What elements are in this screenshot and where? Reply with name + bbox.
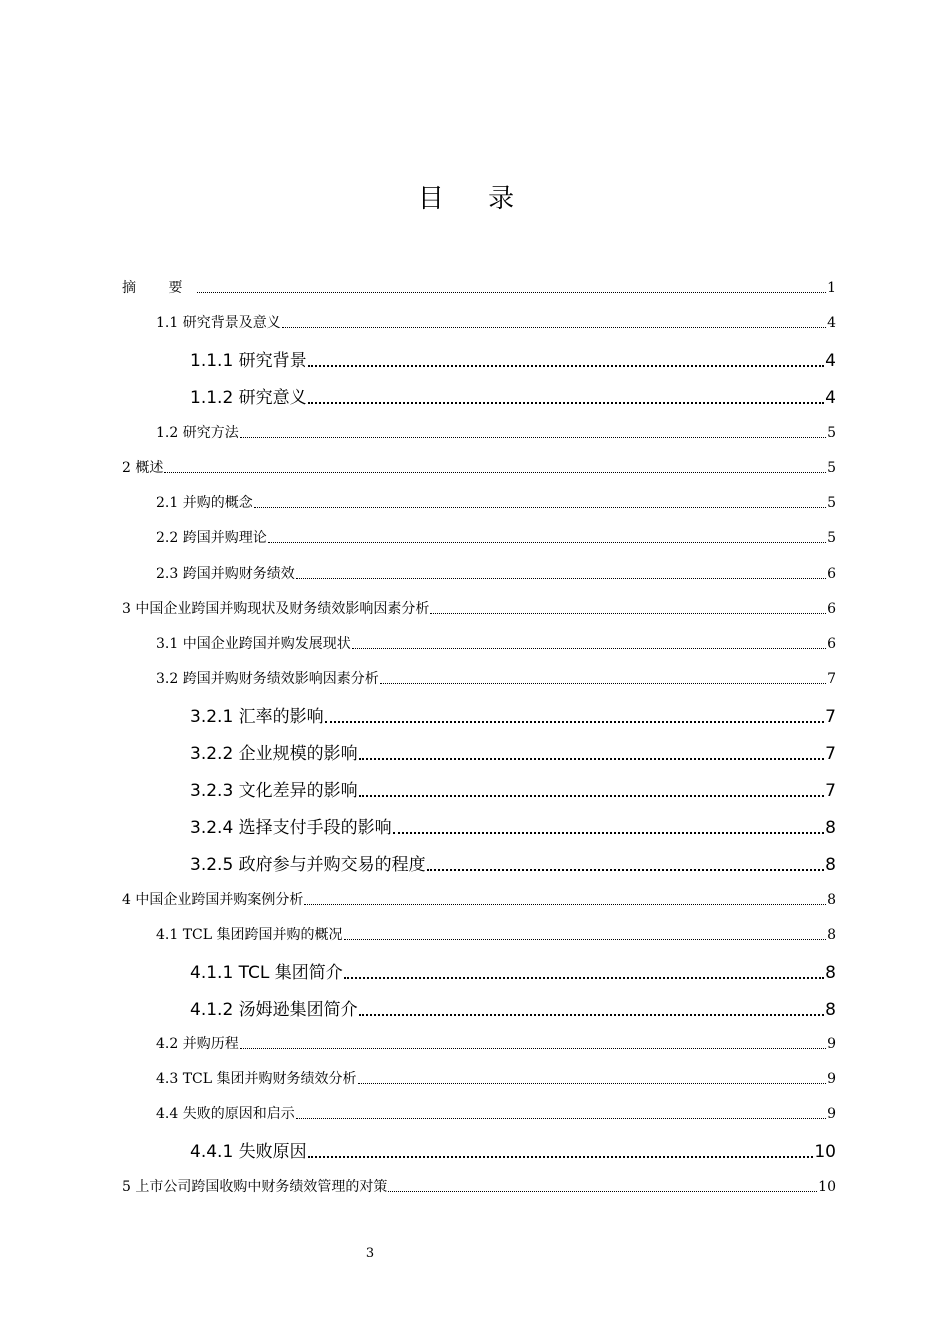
toc-leader-dots — [308, 1156, 814, 1158]
toc-entry-label: 1.1.2 研究意义 — [190, 388, 307, 408]
toc-leader-dots — [352, 648, 826, 649]
toc-leader-dots — [308, 365, 825, 367]
toc-entry[interactable] — [190, 776, 836, 801]
toc-entry-label: 2.2 跨国并购理论 — [156, 530, 267, 546]
toc-leader-dots — [304, 904, 826, 905]
toc-entry[interactable] — [190, 383, 836, 408]
toc-entry[interactable] — [190, 958, 836, 983]
toc-entry[interactable] — [190, 813, 836, 838]
toc-entry[interactable] — [190, 850, 836, 875]
toc-leader-dots — [308, 402, 825, 404]
toc-entry-page: 5 — [827, 425, 836, 441]
toc-entry-label: 4.2 并购历程 — [156, 1036, 239, 1052]
toc-entry-page: 8 — [825, 1000, 836, 1020]
toc-entry[interactable] — [122, 277, 836, 297]
toc-entry[interactable] — [156, 1033, 836, 1053]
toc-leader-dots — [380, 683, 826, 684]
toc-entry[interactable] — [156, 563, 836, 583]
toc-leader-dots — [359, 1014, 825, 1016]
toc-entry[interactable] — [122, 598, 836, 618]
toc-leader-dots — [197, 292, 826, 293]
toc-entry-page: 7 — [825, 781, 836, 801]
page-number: 3 — [365, 1246, 375, 1261]
toc-leader-dots — [430, 613, 826, 614]
toc-entry-page: 7 — [827, 671, 836, 687]
toc-entry[interactable] — [156, 1068, 836, 1088]
toc-entry-page: 6 — [827, 566, 836, 582]
toc-entry-label: 3.1 中国企业跨国并购发展现状 — [156, 636, 351, 652]
toc-entry-label: 3.2.5 政府参与并购交易的程度 — [190, 855, 426, 875]
toc-entry-label: 3.2.4 选择支付手段的影响 — [190, 818, 392, 838]
toc-entry-label: 3.2.2 企业规模的影响 — [190, 744, 358, 764]
toc-entry-label: 1.2 研究方法 — [156, 425, 239, 441]
toc-entry[interactable] — [156, 527, 836, 547]
toc-entry-label: 5 上市公司跨国收购中财务绩效管理的对策 — [122, 1179, 388, 1195]
toc-entry-page: 10 — [818, 1179, 836, 1195]
toc-entry-label: 2.1 并购的概念 — [156, 495, 253, 511]
toc-entry[interactable] — [190, 739, 836, 764]
toc-entry-page: 5 — [827, 460, 836, 476]
toc-entry-page: 8 — [825, 818, 836, 838]
toc-entry[interactable] — [156, 312, 836, 332]
toc-entry[interactable] — [156, 492, 836, 512]
toc-leader-dots — [240, 1048, 826, 1049]
toc-entry-label: 4.4 失败的原因和启示 — [156, 1106, 295, 1122]
toc-entry-page: 5 — [827, 495, 836, 511]
toc-entry-label: 4.1 TCL 集团跨国并购的概况 — [156, 927, 343, 943]
toc-leader-dots — [393, 832, 825, 834]
toc-entry[interactable] — [156, 633, 836, 653]
toc-entry-page: 8 — [825, 963, 836, 983]
toc-leader-dots — [296, 578, 826, 579]
toc-entry[interactable] — [190, 702, 836, 727]
toc-entry-label: 摘 要 — [122, 280, 197, 296]
toc-leader-dots — [240, 437, 826, 438]
toc-entry-page: 9 — [827, 1071, 836, 1087]
toc-leader-dots — [344, 977, 824, 979]
toc-entry-page: 9 — [827, 1106, 836, 1122]
toc-leader-dots — [268, 542, 826, 543]
toc-entry-label: 3.2.3 文化差异的影响 — [190, 781, 358, 801]
toc-entry-label: 1.1.1 研究背景 — [190, 351, 307, 371]
toc-entry-label: 2.3 跨国并购财务绩效 — [156, 566, 295, 582]
toc-entry-label: 1.1 研究背景及意义 — [156, 315, 281, 331]
toc-title: 目 录 — [417, 184, 533, 214]
toc-entry-label: 4.1.2 汤姆逊集团简介 — [190, 1000, 358, 1020]
toc-entry-page: 4 — [825, 351, 836, 371]
toc-leader-dots — [388, 1191, 817, 1192]
toc-entry-label: 3.2 跨国并购财务绩效影响因素分析 — [156, 671, 379, 687]
toc-entry[interactable] — [156, 924, 836, 944]
toc-entry-label: 4.1.1 TCL 集团简介 — [190, 963, 343, 983]
toc-entry-page: 9 — [827, 1036, 836, 1052]
toc-entry-label: 2 概述 — [122, 460, 164, 476]
toc-entry[interactable] — [122, 1176, 836, 1196]
toc-entry[interactable] — [156, 668, 836, 688]
toc-leader-dots — [296, 1118, 826, 1119]
toc-entry-page: 4 — [827, 315, 836, 331]
toc-entry-page: 8 — [827, 927, 836, 943]
toc-entry-page: 7 — [825, 744, 836, 764]
toc-leader-dots — [427, 869, 825, 871]
toc-entry[interactable] — [122, 457, 836, 477]
toc-entry-page: 8 — [827, 892, 836, 908]
toc-entry[interactable] — [190, 1137, 836, 1162]
toc-entry-page: 1 — [827, 280, 836, 296]
toc-entry-page: 5 — [827, 530, 836, 546]
toc-leader-dots — [164, 472, 826, 473]
toc-leader-dots — [325, 721, 825, 723]
toc-entry-page: 7 — [825, 707, 836, 727]
toc-entry-label: 4.3 TCL 集团并购财务绩效分析 — [156, 1071, 357, 1087]
toc-entry-page: 4 — [825, 388, 836, 408]
toc-entry[interactable] — [190, 995, 836, 1020]
toc-leader-dots — [344, 939, 827, 940]
toc-entry[interactable] — [190, 346, 836, 371]
toc-entry-page: 10 — [814, 1142, 836, 1162]
toc-leader-dots — [359, 795, 825, 797]
toc-entry[interactable] — [156, 422, 836, 442]
toc-entry[interactable] — [156, 1103, 836, 1123]
toc-leader-dots — [358, 1083, 827, 1084]
toc-entry-page: 6 — [827, 601, 836, 617]
toc-leader-dots — [254, 507, 826, 508]
toc-entry-label: 4.4.1 失败原因 — [190, 1142, 307, 1162]
toc-leader-dots — [359, 758, 825, 760]
toc-entry-label: 3 中国企业跨国并购现状及财务绩效影响因素分析 — [122, 601, 430, 617]
toc-entry-label: 3.2.1 汇率的影响 — [190, 707, 324, 727]
toc-entry[interactable] — [122, 889, 836, 909]
toc-leader-dots — [282, 327, 826, 328]
toc-entry-page: 8 — [825, 855, 836, 875]
toc-entry-page: 6 — [827, 636, 836, 652]
toc-entry-label: 4 中国企业跨国并购案例分析 — [122, 892, 304, 908]
